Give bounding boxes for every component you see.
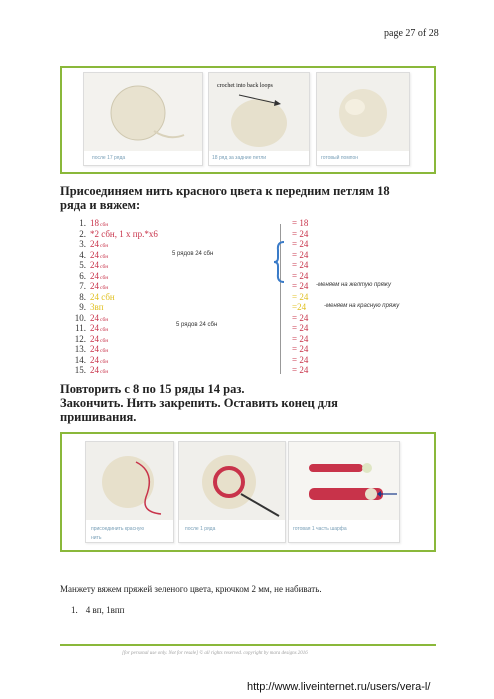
top-photo-2 bbox=[208, 72, 310, 166]
row-unit: сбн bbox=[100, 243, 109, 249]
row-number: 7. bbox=[79, 281, 86, 291]
row-count: 3вп bbox=[90, 302, 104, 312]
bottom-photo-3 bbox=[288, 441, 400, 543]
source-url[interactable]: http://www.liveinternet.ru/users/vera-l/ bbox=[247, 681, 431, 693]
photo-caption: после 17 ряда bbox=[92, 155, 126, 161]
row-total: = 24 bbox=[292, 312, 309, 323]
row-count: 24 bbox=[90, 270, 99, 281]
row-total: = 24 bbox=[292, 249, 309, 260]
top-panel-left-border bbox=[60, 66, 62, 174]
row-count: 24 bbox=[90, 333, 99, 344]
top-photo-1 bbox=[83, 72, 203, 166]
photo-caption: присоединить красную bbox=[91, 526, 145, 532]
pattern-row bbox=[60, 229, 158, 239]
row-unit: сбн bbox=[100, 316, 109, 323]
row-total: = 24 bbox=[292, 281, 309, 291]
row-count: 18 bbox=[90, 218, 99, 228]
row-number: 1. bbox=[79, 218, 86, 228]
row-count: 24 bbox=[90, 239, 99, 249]
row-unit: сбн bbox=[100, 264, 109, 270]
bottom-panel-right-border bbox=[434, 432, 436, 552]
photo-caption: готовый помпон bbox=[321, 155, 359, 161]
row-number: 8. bbox=[79, 291, 86, 302]
pattern-row bbox=[60, 292, 115, 302]
after-row-one-photo bbox=[179, 442, 285, 520]
attach-red-yarn-photo bbox=[86, 442, 173, 520]
row-count: 24 bbox=[90, 249, 99, 260]
row-unit: сбн bbox=[100, 274, 109, 281]
row-count: 24 bbox=[90, 354, 99, 365]
photo-annotation: crochet into back loops bbox=[217, 83, 273, 89]
row-instruction bbox=[90, 229, 158, 239]
row-total: = 24 bbox=[292, 260, 309, 270]
row-total: = 24 bbox=[292, 239, 309, 249]
row-unit: сбн bbox=[100, 253, 109, 260]
row-number: 5. bbox=[79, 260, 86, 270]
row-number: 6. bbox=[79, 270, 86, 281]
pattern-row bbox=[60, 365, 108, 377]
row-count: 24 bbox=[90, 323, 99, 333]
side-note-red: -меняем на красную пряжу bbox=[324, 303, 400, 309]
side-note-yellow: -меняем на желтую пряжу bbox=[316, 282, 391, 288]
row-number: 10. bbox=[74, 312, 86, 323]
row-number: 12. bbox=[74, 333, 86, 344]
row-instruction bbox=[90, 365, 108, 377]
bottom-panel-left-border bbox=[60, 432, 62, 552]
row-instruction bbox=[90, 292, 115, 302]
bottom-panel-top-border bbox=[60, 432, 436, 434]
row-unit: сбн bbox=[100, 285, 109, 291]
photo-caption: после 1 ряда bbox=[185, 526, 216, 532]
row-unit: сбн bbox=[100, 369, 109, 375]
row-unit: сбн bbox=[100, 348, 109, 354]
photo-caption: готовая 1 часть шарфа bbox=[293, 526, 347, 532]
bottom-photo-1 bbox=[85, 441, 174, 543]
top-panel-top-border bbox=[60, 66, 436, 68]
row-number: 14. bbox=[74, 354, 86, 365]
row-total: = 24 bbox=[292, 354, 309, 365]
row-total: = 24 bbox=[292, 270, 309, 281]
row-total: = 24 bbox=[292, 344, 309, 354]
photo-caption: нить bbox=[91, 535, 102, 541]
crochet-ball-photo bbox=[84, 73, 202, 151]
row-total: = 24 bbox=[292, 333, 309, 344]
row-number: 15. bbox=[74, 365, 86, 375]
group-note: 5 рядов 24 сбн bbox=[176, 322, 218, 328]
bottom-panel-bottom-border bbox=[60, 550, 436, 552]
row-number: 11. bbox=[75, 323, 86, 333]
row-total: = 24 bbox=[292, 365, 309, 375]
row-count: 24 bbox=[90, 344, 99, 354]
group-note: 5 рядов 24 сбн bbox=[172, 251, 214, 257]
row-count: 24 bbox=[90, 365, 99, 375]
row-total: = 24 bbox=[292, 291, 309, 302]
row-count: *2 сбн, 1 х пр.*х6 bbox=[90, 228, 158, 239]
row-count: 24 bbox=[90, 281, 99, 291]
repeat-instructions: Повторить с 8 по 15 ряды 14 раз. Закончить. Нить закрепить. Оставить конец для пришивания. bbox=[60, 382, 338, 424]
top-panel-bottom-border bbox=[60, 172, 436, 174]
row-number: 3. bbox=[79, 239, 86, 249]
row-number: 13. bbox=[74, 344, 86, 354]
finished-pompom-photo bbox=[317, 73, 409, 151]
cuff-list-item: 1. 4 вп, 1впп bbox=[71, 605, 125, 615]
row-number: 9. bbox=[79, 302, 86, 312]
footer-divider bbox=[60, 644, 436, 646]
pattern-row bbox=[60, 302, 104, 312]
row-count: 24 bbox=[90, 260, 99, 270]
footer-copyright: [for personal use only. Not for resale] © all rights reserved. copyright by mara designs 2016 bbox=[122, 651, 308, 656]
bottom-photo-2 bbox=[178, 441, 286, 543]
top-panel-right-border bbox=[434, 66, 436, 174]
row-unit: сбн bbox=[100, 222, 109, 228]
row-count: 24 сбн bbox=[90, 291, 115, 302]
row-number: 4. bbox=[79, 249, 86, 260]
row-total: =24 bbox=[292, 302, 307, 312]
row-unit: сбн bbox=[100, 358, 109, 365]
scarf-part-photo bbox=[289, 442, 399, 520]
row-count: 24 bbox=[90, 312, 99, 323]
page-number: page 27 of 28 bbox=[384, 28, 439, 39]
section-heading: Присоединяем нить красного цвета к передним петлям 18 ряда и вяжем: bbox=[60, 184, 390, 212]
row-instruction bbox=[90, 302, 104, 312]
top-photo-3 bbox=[316, 72, 410, 166]
row-unit: сбн bbox=[100, 337, 109, 344]
cuff-instruction: Манжету вяжем пряжей зеленого цвета, крючком 2 мм, не набивать. bbox=[60, 584, 322, 594]
row-unit: сбн bbox=[100, 327, 109, 333]
row-total: = 24 bbox=[292, 228, 309, 239]
row-total: = 18 bbox=[292, 218, 309, 228]
row-number: 2. bbox=[79, 228, 86, 239]
row-total: = 24 bbox=[292, 323, 309, 333]
photo-caption: 18 ряд за задние петли bbox=[212, 155, 267, 161]
brace-icon bbox=[272, 240, 286, 284]
